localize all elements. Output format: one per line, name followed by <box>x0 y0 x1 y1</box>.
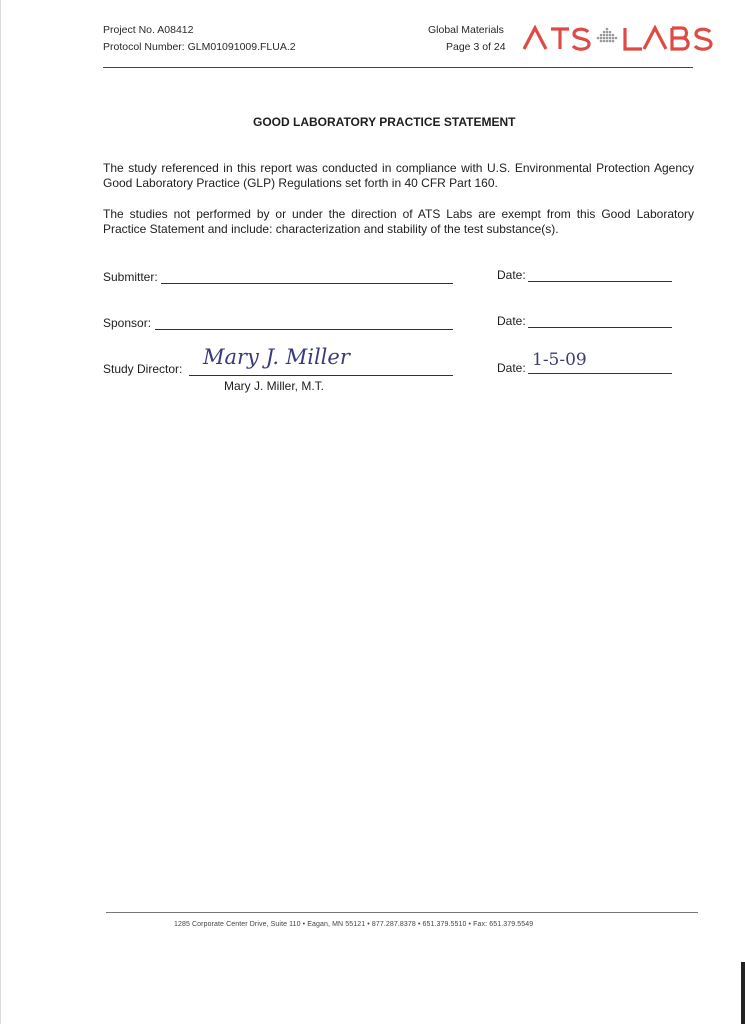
scan-left-edge <box>0 0 1 1024</box>
ats-labs-logo <box>522 24 718 52</box>
study-title: Global Materials <box>428 24 504 36</box>
study-director-date-label: Date: <box>497 361 526 375</box>
sponsor-date-label: Date: <box>497 314 526 328</box>
submitter-label: Submitter: <box>103 270 158 284</box>
sponsor-date-line <box>528 327 672 328</box>
study-director-date-value: 1-5-09 <box>532 350 587 370</box>
exemption-paragraph: The studies not performed by or under the direction of ATS Labs are exempt from this Good Laboratory Practice Statement and include: characterization and stability of the test substance(s). <box>103 207 694 236</box>
study-director-label: Study Director: <box>103 362 183 376</box>
sponsor-signature-line <box>155 329 453 330</box>
scan-right-edge <box>741 962 745 1024</box>
study-director-signature-line <box>189 375 453 376</box>
study-director-date-line <box>528 373 672 374</box>
footer-divider <box>106 912 698 913</box>
compliance-paragraph: The study referenced in this report was conducted in compliance with U.S. Environmental Protection Agency Good Laboratory Practice (GLP) Regulations set forth in 40 CFR Part 160. <box>103 161 694 190</box>
submitter-signature-line <box>161 283 453 284</box>
page-number: Page 3 of 24 <box>446 41 506 53</box>
footer-address: 1285 Corporate Center Drive, Suite 110 • Eagan, MN 55121 • 877.287.8378 • 651.379.5510 • Fax: 651.379.5549 <box>174 921 534 928</box>
study-director-name: Mary J. Miller, M.T. <box>224 379 325 393</box>
sponsor-label: Sponsor: <box>103 316 152 330</box>
page-title: GOOD LABORATORY PRACTICE STATEMENT <box>253 115 516 129</box>
logo-diamond-icon <box>597 28 618 43</box>
submitter-date-line <box>528 281 672 282</box>
submitter-date-label: Date: <box>497 268 526 282</box>
study-director-signature: Mary J. Miller <box>203 345 350 369</box>
logo-graphic <box>522 24 718 52</box>
header-divider <box>103 67 693 68</box>
protocol-number: Protocol Number: GLM01091009.FLUA.2 <box>103 41 296 53</box>
project-number: Project No. A08412 <box>103 24 194 36</box>
